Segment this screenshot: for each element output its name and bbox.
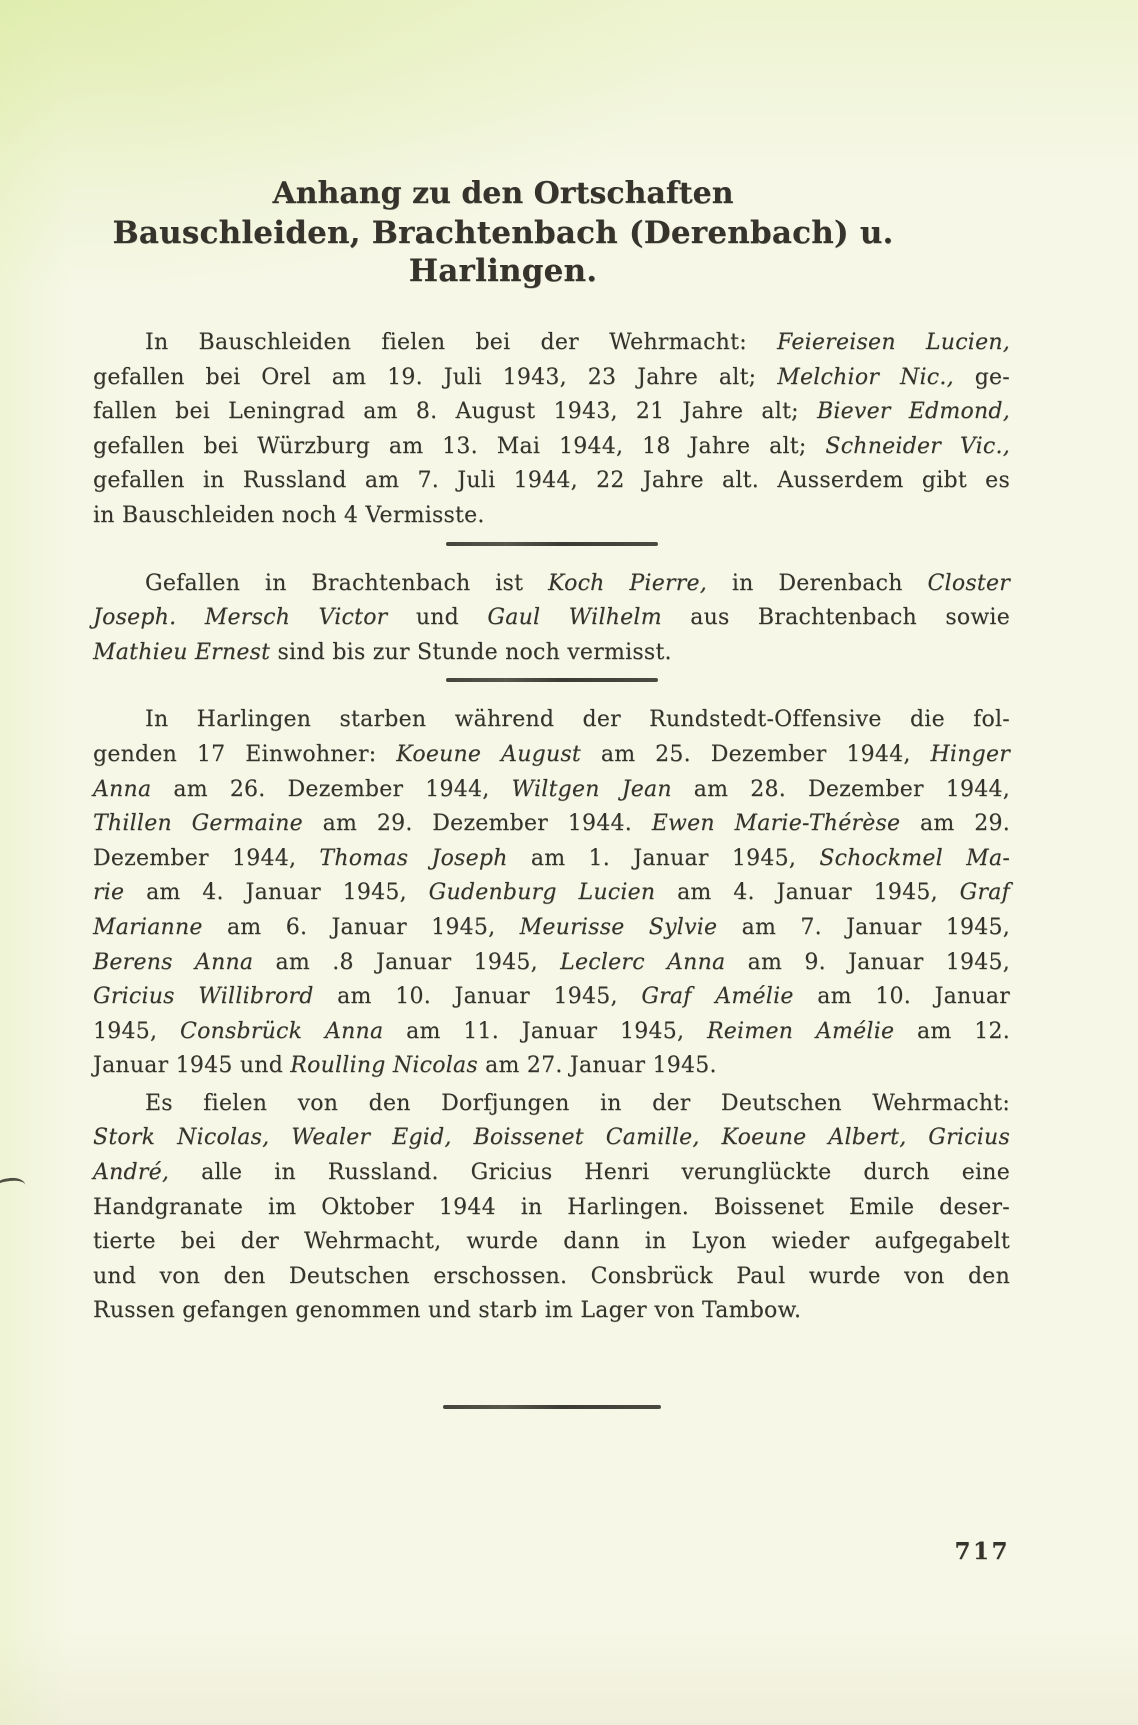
page-number: 717 [954,1538,1010,1565]
text-run: Graf [959,880,1010,906]
text-run: tierte bei der Wehrmacht, wurde dann in Lyon wieder aufgegabelt [93,1229,1010,1255]
text-run: am .8 Januar 1945, [253,949,561,975]
text-run: Mersch Victor [204,605,388,631]
text-run: gefallen in Russland am 7. Juli 1944, 22 Jahre alt. Ausserdem gibt es [93,468,1010,494]
text-run: Melchior Nic., [777,364,954,390]
text-run: am 25. Dezember 1944, [581,741,931,767]
text-line [93,361,1010,396]
text-run: am 7. Januar 1945, [717,914,1011,940]
text-line [93,464,1010,499]
text-run: am 28. Dezember 1944, [671,776,1010,802]
text-run: Russen gefangen genommen und starb im Lager von Tambow. [93,1298,802,1324]
text-run: am 29. Dezember 1944. [302,811,652,837]
text-run: Berens Anna [93,949,254,975]
text-line [93,567,1010,602]
text-run: am 6. Januar 1945, [202,914,520,940]
text-line [93,430,1010,465]
text-run: 1945, [93,1018,180,1044]
separator-rule [446,678,658,682]
text-run: Gefallen in Brachtenbach ist [145,570,548,596]
text-line [93,395,1010,430]
text-line [93,980,1010,1015]
separator-rule [443,1405,661,1409]
text-run: Schneider Vic., [825,433,1010,459]
text-line [93,499,1010,534]
text-run: Leclerc Anna [560,949,726,975]
text-run [176,605,204,630]
text-run: Wiltgen Jean [511,776,672,802]
heading-line-1: Anhang zu den Ortschaften [272,176,734,211]
text-run: Gaul Wilhelm [487,605,662,631]
text-run: gefallen bei Orel am 19. Juli 1943, 23 Jahre alt; [93,364,778,390]
text-run: am 9. Januar 1945, [725,949,1010,975]
text-run: und [387,605,488,631]
text-line [93,1294,1010,1329]
text-line [93,326,1010,361]
text-run: Hinger [930,741,1010,767]
text-run: am 4. Januar 1945, [655,880,960,906]
text-run: Marianne [93,914,203,940]
text-line [93,1049,1010,1084]
text-run: Es fielen von den Dorfjungen in der Deutschen Wehrmacht: [145,1090,1010,1116]
text-line [93,842,1010,877]
text-run: am 1. Januar 1945, [507,845,820,871]
text-run: ge- [953,364,1010,390]
heading-line-2: Bauschleiden, Brachtenbach (Derenbach) u. Harlingen. [112,215,894,289]
text-run: aus Brachtenbach sowie [661,605,1010,631]
text-run: am 27. Januar 1945. [477,1053,717,1079]
text-run: genden 17 Einwohner: [93,741,397,767]
text-run: Reimen Amélie [706,1018,895,1044]
text-run: rie [93,880,125,906]
text-run: André, [93,1160,170,1186]
text-run: am 29. [900,811,1010,837]
text-line [93,807,1010,842]
text-line [93,1015,1010,1050]
text-line [93,1156,1010,1191]
paragraph [93,1087,1010,1329]
text-run: am 12. [894,1018,1010,1044]
text-run: in Bauschleiden noch 4 Vermisste. [93,502,485,528]
text-run: Anna [93,776,152,802]
text-run: fallen bei Leningrad am 8. August 1943, 21 Jahre alt; [93,399,817,425]
text-line [93,1191,1010,1226]
text-run: Thomas Joseph [319,845,508,871]
text-run: Koch Pierre, [547,570,708,596]
text-run: gefallen bei Würzburg am 13. Mai 1944, 18 Jahre alt; [93,433,826,459]
text-run: Joseph. [93,605,177,631]
text-line [93,773,1010,808]
text-line [93,946,1010,981]
text-line [93,876,1010,911]
text-run: In Bauschleiden fielen bei der Wehrmacht: [145,330,778,355]
text-line [93,1121,1010,1156]
text-run: in Derenbach [707,570,928,596]
text-line [93,911,1010,946]
text-run: Feiereisen Lucien, [777,330,1010,355]
text-line [93,1087,1010,1122]
text-run: In Harlingen starben während der Rundstedt-Offensive die fol- [145,707,1010,733]
text-run: alle in Russland. Gricius Henri verunglückte durch eine [169,1160,1010,1186]
text-run: am 4. Januar 1945, [124,880,429,906]
text-run: Januar 1945 und [93,1053,291,1079]
text-line [93,703,1010,738]
text-run: Handgranate im Oktober 1944 in Harlingen. Boissenet Emile deser- [93,1194,1010,1220]
text-run: Koeune August [396,741,581,767]
stray-ink-mark [0,1176,25,1189]
text-run: Ewen Marie-Thérèse [651,811,901,837]
text-run: Biever Edmond, [816,399,1010,425]
document-body [93,326,1010,1409]
paragraph [93,567,1010,671]
text-line [93,738,1010,773]
text-run: Closter [927,570,1010,596]
text-line [93,601,1010,636]
paragraph [93,326,1010,534]
text-line [93,636,1010,671]
separator-rule [446,542,658,546]
text-run: Roulling Nicolas [290,1053,478,1079]
text-line [93,1260,1010,1295]
text-run: am 11. Januar 1945, [383,1018,707,1044]
text-run: Thillen Germaine [93,811,303,837]
text-run: Dezember 1944, [93,845,320,871]
text-run: am 10. Januar 1945, [313,984,642,1010]
paragraph [93,703,1010,1084]
text-run: Gricius Willibrord [93,984,314,1010]
text-run: Gudenburg Lucien [428,880,656,906]
section-heading [88,0,918,290]
text-run: Consbrück Anna [180,1018,384,1044]
text-run: sind bis zur Stunde noch vermisst. [270,639,672,665]
text-run: Stork Nicolas, Wealer Egid, Boissenet Camille, Koeune Albert, Gricius [93,1125,1010,1151]
text-run: am 26. Dezember 1944, [151,776,512,802]
text-run: am 10. Januar [793,984,1010,1010]
text-run: Mathieu Ernest [93,639,271,665]
text-line [93,1225,1010,1260]
text-run: und von den Deutschen erschossen. Consbrück Paul wurde von den [93,1263,1010,1289]
text-run: Schockmel Ma- [819,845,1010,871]
text-run: Meurisse Sylvie [519,914,718,940]
text-run: Graf Amélie [641,984,794,1010]
